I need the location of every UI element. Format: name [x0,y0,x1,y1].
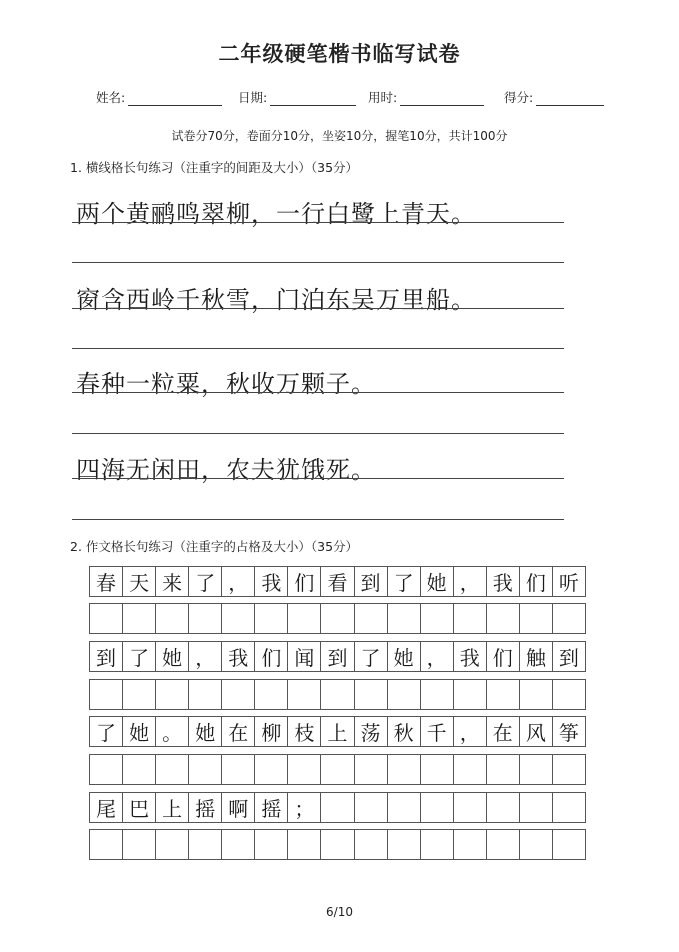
grid-cell[interactable] [387,829,421,860]
grid-cell: 风 [519,716,553,747]
grid-cell: 她 [387,641,421,672]
section1-heading: 1. 横线格长句练习（注重字的间距及大小）（35分） [70,160,359,175]
grid-cell[interactable] [221,603,255,634]
grid-cell[interactable] [519,792,553,823]
grid-cell: 在 [486,716,520,747]
info-time [368,88,484,106]
grid-cell: 到 [89,641,123,672]
grid-cell[interactable] [221,754,255,785]
info-date [238,88,356,106]
grid-cell[interactable] [155,754,189,785]
grid-row [90,566,586,597]
grid-cell[interactable] [188,754,222,785]
grid-cell: 们 [254,641,288,672]
grid-cell[interactable] [122,829,156,860]
grid-cell[interactable] [89,754,123,785]
grid-cell[interactable] [486,679,520,710]
grid-cell[interactable] [354,829,388,860]
grid-cell: 摇 [188,792,222,823]
grid-cell[interactable] [387,792,421,823]
grid-cell[interactable] [486,603,520,634]
grid-cell: ， [453,716,487,747]
grid-cell: 了 [354,641,388,672]
grid-cell[interactable] [188,829,222,860]
grid-cell[interactable] [453,679,487,710]
info-name-label: 姓名: [96,90,126,105]
grid-cell[interactable] [221,679,255,710]
grid-cell: ， [453,566,487,597]
grid-cell: 枝 [287,716,321,747]
grid-cell: 荡 [354,716,388,747]
date-blank[interactable] [270,89,356,106]
grid-cell: 看 [320,566,354,597]
name-blank[interactable] [128,89,222,106]
grid-cell: ， [188,641,222,672]
grid-cell: 们 [519,566,553,597]
grid-cell[interactable] [552,603,586,634]
writing-line[interactable] [72,433,564,434]
grid-cell[interactable] [354,679,388,710]
grid-cell: 们 [486,641,520,672]
grid-cell: 柳 [254,716,288,747]
grid-cell: ， [221,566,255,597]
grid-cell: 触 [519,641,553,672]
grid-cell: 了 [387,566,421,597]
info-score [504,88,604,106]
grid-cell: 到 [320,641,354,672]
grid-cell[interactable] [420,754,454,785]
info-score-label: 得分: [504,90,534,105]
grid-cell[interactable] [287,679,321,710]
grid-cell[interactable] [387,603,421,634]
grid-cell: 天 [122,566,156,597]
grid-cell[interactable] [552,829,586,860]
grid-cell[interactable] [320,792,354,823]
writing-line [72,308,564,309]
grid-cell[interactable] [387,679,421,710]
grid-cell: 她 [420,566,454,597]
grid-cell[interactable] [486,792,520,823]
writing-line [72,478,564,479]
grid-cell[interactable] [155,603,189,634]
grid-cell[interactable] [453,603,487,634]
grid-cell: 上 [320,716,354,747]
grid-cell[interactable] [155,829,189,860]
grid-cell[interactable] [486,754,520,785]
grid-cell: 巴 [122,792,156,823]
grid-row [90,716,586,747]
grid-cell: 筝 [552,716,586,747]
grid-cell: 上 [155,792,189,823]
info-time-label: 用时: [368,90,398,105]
grid-cell[interactable] [519,679,553,710]
grid-cell[interactable] [354,792,388,823]
grid-cell[interactable] [287,603,321,634]
grid-cell: 听 [552,566,586,597]
grid-cell[interactable] [420,792,454,823]
practice-sentence: 两个黄鹂鸣翠柳，一行白鹭上青天。 [76,200,476,228]
grid-row [90,679,586,710]
grid-cell: 我 [453,641,487,672]
grid-cell: 我 [221,641,255,672]
grid-cell[interactable] [155,679,189,710]
grid-cell[interactable] [519,603,553,634]
grid-cell: ； [287,792,321,823]
grid-cell[interactable] [486,829,520,860]
writing-line [72,222,564,223]
grid-cell[interactable] [519,754,553,785]
grid-cell: 千 [420,716,454,747]
grid-cell: 啊 [221,792,255,823]
page-number: 6/10 [326,905,353,919]
writing-line [72,392,564,393]
grid-cell: 了 [122,641,156,672]
grid-cell[interactable] [89,603,123,634]
grid-cell: 我 [254,566,288,597]
grid-cell[interactable] [320,754,354,785]
grid-cell[interactable] [420,679,454,710]
grid-cell[interactable] [552,792,586,823]
score-blank[interactable] [536,89,604,106]
writing-line[interactable] [72,262,564,263]
grid-cell[interactable] [254,679,288,710]
grid-cell[interactable] [188,679,222,710]
grid-cell[interactable] [552,754,586,785]
grid-cell[interactable] [254,754,288,785]
time-blank[interactable] [400,89,484,106]
grid-cell[interactable] [122,754,156,785]
grid-cell[interactable] [254,603,288,634]
grid-cell[interactable] [320,679,354,710]
grid-cell: 摇 [254,792,288,823]
grid-row [90,792,586,823]
grid-cell[interactable] [387,754,421,785]
writing-line[interactable] [72,519,564,520]
practice-sentence: 春种一粒粟，秋收万颗子。 [76,370,376,398]
grid-cell: 了 [188,566,222,597]
practice-sentence: 窗含西岭千秋雪，门泊东吴万里船。 [76,286,476,314]
grid-cell[interactable] [221,829,255,860]
section2-heading: 2. 作文格长句练习（注重字的占格及大小）（35分） [70,539,359,554]
grid-cell: 到 [552,641,586,672]
grid-cell: 尾 [89,792,123,823]
writing-line[interactable] [72,348,564,349]
grid-cell[interactable] [453,792,487,823]
grid-cell[interactable] [420,603,454,634]
grid-cell[interactable] [89,829,123,860]
grid-cell: 闻 [287,641,321,672]
grid-cell[interactable] [354,603,388,634]
grid-cell[interactable] [287,829,321,860]
grid-cell: 她 [122,716,156,747]
grid-cell: 在 [221,716,255,747]
grid-cell[interactable] [89,679,123,710]
info-date-label: 日期: [238,90,268,105]
grid-cell: 们 [287,566,321,597]
grid-cell: 我 [486,566,520,597]
grid-cell[interactable] [453,829,487,860]
grid-cell[interactable] [122,679,156,710]
info-name [96,88,222,106]
practice-sentence: 四海无闲田，农夫犹饿死。 [76,456,376,484]
grid-cell: 她 [188,716,222,747]
grid-row [90,754,586,785]
page-title: 二年级硬笔楷书临写试卷 [218,42,461,66]
grid-cell: ， [420,641,454,672]
grid-cell: 秋 [387,716,421,747]
grid-cell: 到 [354,566,388,597]
grid-cell[interactable] [122,603,156,634]
grid-cell[interactable] [453,754,487,785]
grid-cell: 了 [89,716,123,747]
grid-cell: 来 [155,566,189,597]
student-info-row [72,88,612,114]
grid-cell[interactable] [552,679,586,710]
grid-row [90,641,586,672]
grid-cell[interactable] [254,829,288,860]
grid-cell: 她 [155,641,189,672]
grid-cell[interactable] [188,603,222,634]
grid-cell[interactable] [320,829,354,860]
grid-cell[interactable] [320,603,354,634]
grid-row [90,829,586,860]
grid-cell[interactable] [287,754,321,785]
grid-cell[interactable] [420,829,454,860]
score-note: 试卷分70分，卷面分10分，坐姿10分，握笔10分，共计100分 [171,129,508,143]
grid-cell[interactable] [519,829,553,860]
grid-cell: 春 [89,566,123,597]
grid-cell[interactable] [354,754,388,785]
grid-row [90,603,586,634]
grid-cell: 。 [155,716,189,747]
